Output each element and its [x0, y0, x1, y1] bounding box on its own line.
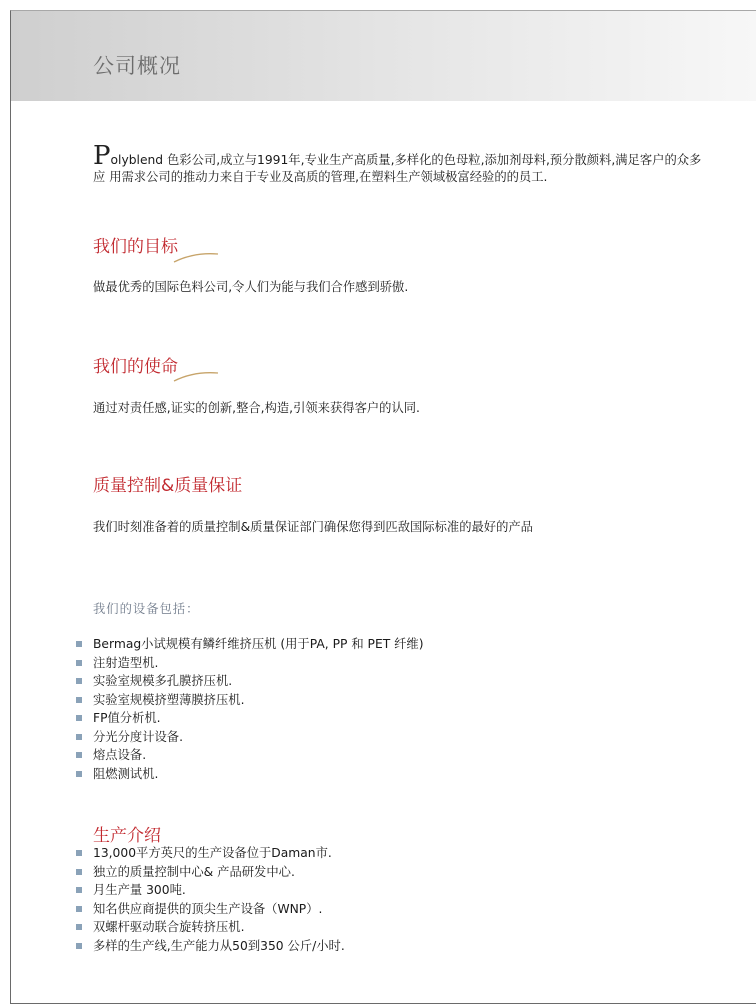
square-bullet-icon	[76, 697, 82, 703]
list-item: 独立的质量控制中心& 产品研发中心.	[76, 863, 345, 882]
mission-text: 通过对责任感,证实的创新,整合,构造,引领来获得客户的认同.	[93, 401, 420, 415]
list-item: 阻燃测试机.	[76, 765, 424, 784]
equipment-heading: 我们的设备包括：	[93, 602, 200, 616]
mission-heading: 我们的使命	[93, 357, 178, 377]
square-bullet-icon	[76, 771, 82, 777]
square-bullet-icon	[76, 850, 82, 856]
list-item: 13,000平方英尺的生产设备位于Daman市.	[76, 844, 345, 863]
square-bullet-icon	[76, 906, 82, 912]
equipment-list	[76, 635, 424, 783]
square-bullet-icon	[76, 869, 82, 875]
square-bullet-icon	[76, 678, 82, 684]
list-item: Bermag小试规模有鳞纤维挤压机 (用于PA, PP 和 PET 纤维)	[76, 635, 424, 654]
goal-swoosh-icon	[172, 251, 222, 263]
square-bullet-icon	[76, 641, 82, 647]
goal-text: 做最优秀的国际色料公司,令人们为能与我们合作感到骄傲.	[93, 280, 409, 294]
list-item: 实验室规模挤塑薄膜挤压机.	[76, 691, 424, 710]
goal-heading: 我们的目标	[93, 237, 178, 257]
mission-swoosh-icon	[172, 370, 222, 382]
intro-paragraph	[93, 141, 713, 186]
list-item: 月生产量 300吨.	[76, 881, 345, 900]
list-item: 熔点设备.	[76, 746, 424, 765]
intro-text: olyblend 色彩公司,成立与1991年,专业生产高质量,多样化的色母粒,添加剂母料,预分散颜料,满足客户的众多应 用需求公司的推动力来自于专业及高质的管理,在塑料生产领域极富经验的的员工.	[93, 153, 702, 184]
square-bullet-icon	[76, 752, 82, 758]
list-item: 多样的生产线,生产能力从50到350 公斤/小时.	[76, 937, 345, 956]
square-bullet-icon	[76, 943, 82, 949]
production-list	[76, 844, 345, 955]
square-bullet-icon	[76, 924, 82, 930]
list-item: 实验室规模多孔膜挤压机.	[76, 672, 424, 691]
list-item: 双螺杆驱动联合旋转挤压机.	[76, 918, 345, 937]
production-heading: 生产介绍	[93, 826, 161, 846]
square-bullet-icon	[76, 660, 82, 666]
quality-heading: 质量控制&质量保证	[93, 476, 243, 496]
square-bullet-icon	[76, 715, 82, 721]
list-item: 知名供应商提供的顶尖生产设备（WNP）.	[76, 900, 345, 919]
list-item: 分光分度计设备.	[76, 728, 424, 747]
list-item: 注射造型机.	[76, 654, 424, 673]
list-item: FP值分析机.	[76, 709, 424, 728]
square-bullet-icon	[76, 887, 82, 893]
square-bullet-icon	[76, 734, 82, 740]
quality-text: 我们时刻准备着的质量控制&质量保证部门确保您得到匹敌国际标准的最好的产品	[93, 520, 533, 534]
intro-drop-cap: P	[93, 141, 111, 171]
page-title: 公司概况	[93, 54, 181, 78]
